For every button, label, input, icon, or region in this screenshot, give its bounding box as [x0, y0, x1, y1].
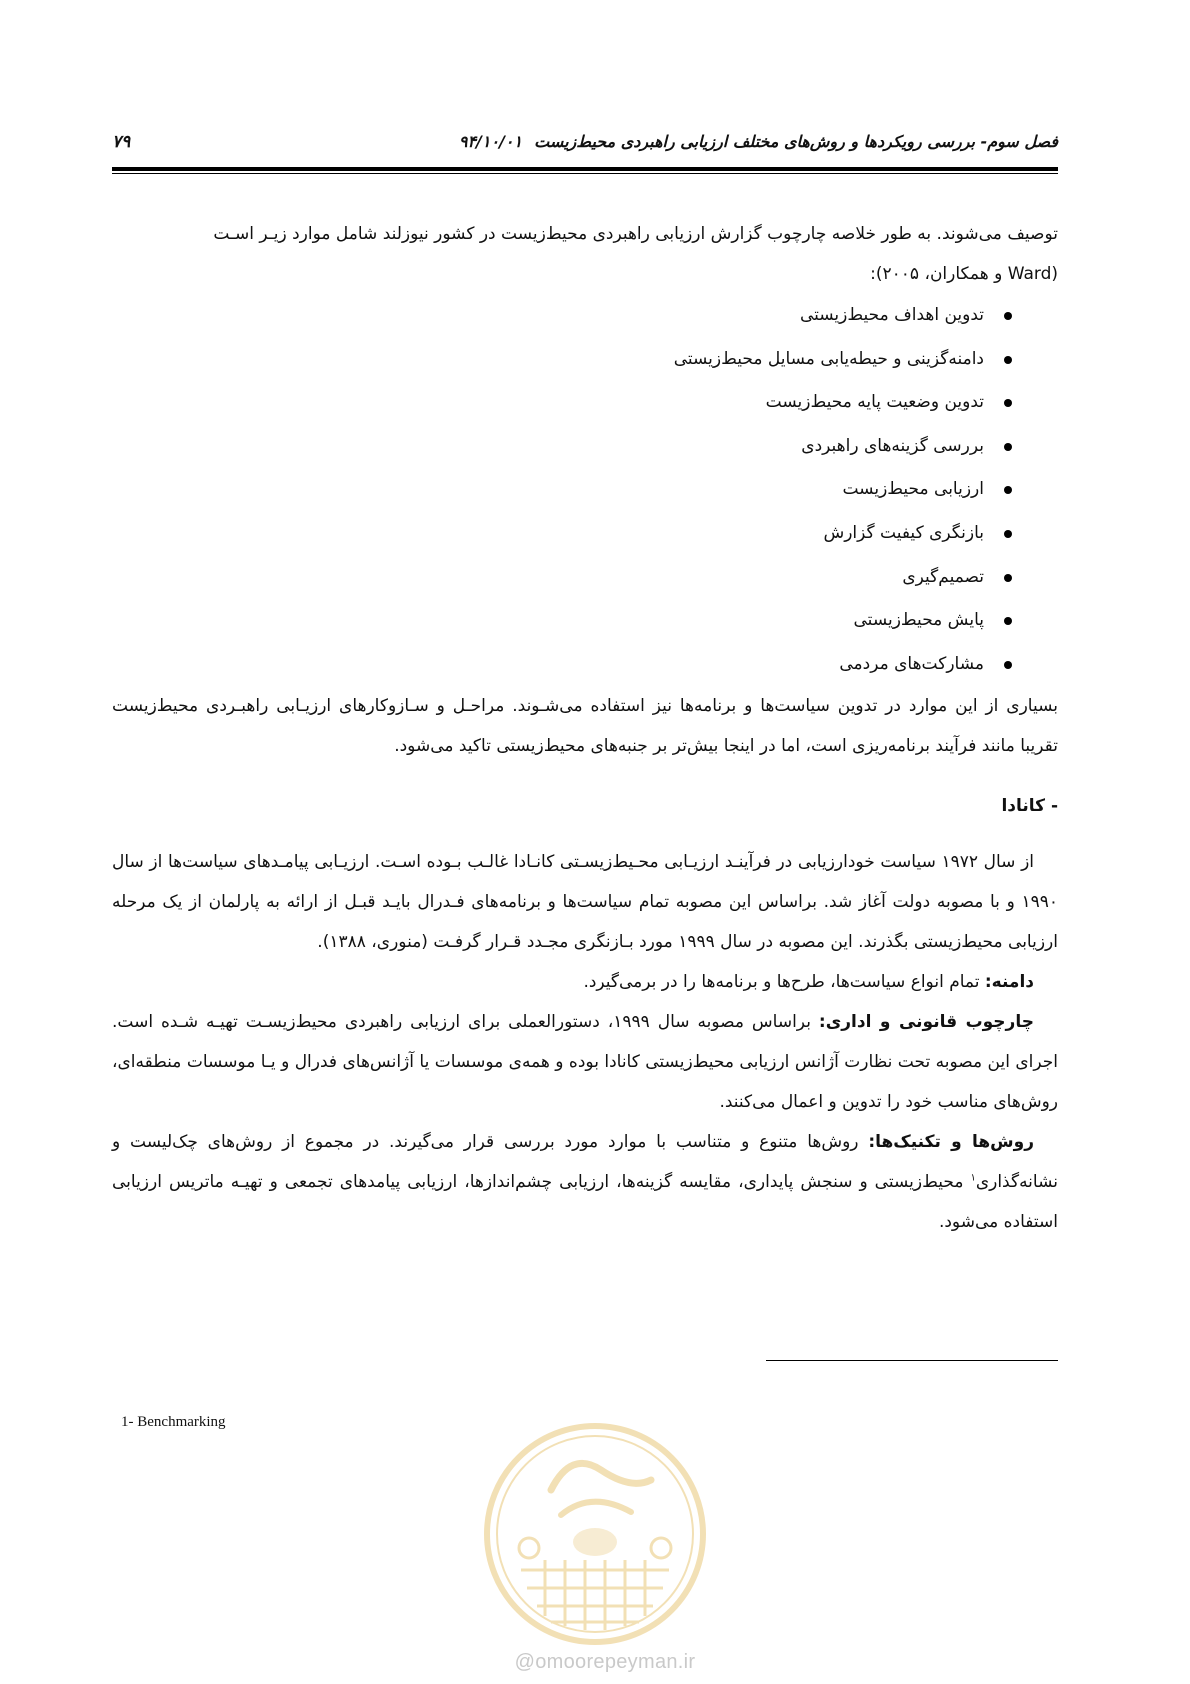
- footnote-separator: [766, 1360, 1058, 1361]
- summary-paragraph: بسیاری از این موارد در تدوین سیاست‌ها و برنامه‌ها نیز استفاده می‌شـوند. مراحـل و سـازوکارهای ارزیـابی راهبـردی محیط‌زیست تقریبا مانند فرآیند برنامه‌ریزی است، اما در اینجا بیش‌تر بر جنبه‌های محیط‌زیستی تاکید می‌شود.: [112, 696, 1058, 757]
- scope-text: تمام انواع سیاست‌ها، طرح‌ها و برنامه‌ها را در برمی‌گیرد.: [583, 972, 985, 993]
- list-item-text: مشارکت‌های مردمی: [839, 653, 984, 674]
- list-item: [112, 643, 1012, 687]
- list-item-text: ارزیابی محیط‌زیست: [842, 479, 984, 500]
- list-item-text: تدوین اهداف محیط‌زیستی: [799, 305, 984, 325]
- list-item: [112, 294, 1012, 338]
- header-rule: [112, 167, 1058, 171]
- list-item: [112, 512, 1012, 556]
- bullet-icon: [1004, 661, 1012, 669]
- watermark-url: @omoorepeyman.ir: [514, 1651, 696, 1673]
- list-item: [112, 338, 1012, 382]
- scope-term: دامنه:: [984, 972, 1034, 993]
- list-item-text: تدوین وضعیت پایه محیط‌زیست: [765, 392, 984, 413]
- bullet-icon: [1004, 356, 1012, 364]
- intro-line: توصیف می‌شوند. به طور خلاصه چارچوب گزارش ارزیابی راهبردی محیط‌زیست در کشور نیوزلند شامل موارد زیـر اسـت: [213, 224, 1058, 244]
- watermark-logo-icon: [481, 1420, 709, 1648]
- methods-paragraph: [112, 1122, 1058, 1242]
- methods-text-b: محیط‌زیستی و سنجش پایداری، مقایسه گزینه‌ها، ارزیابی چشم‌اندازها، ارزیابی پیامدهای تجمعی و تهیـه ماتریس ارزیابی استفاده می‌شود.: [112, 1172, 1058, 1233]
- canada-history-paragraph: از سال ۱۹۷۲ سیاست خودارزیابی در فرآینـد ارزیـابی محـیط‌زیسـتی کانـادا غالـب بـوده اسـت. ارزیـابی پیامـدهای سیاست‌ها از سال ۱۹۹۰ و با مصوبه دولت آغاز شد. براساس این مصوبه تمام سیاست‌ها و برنامه‌های فـدرال بایـد قبـل از ارائه به پارلمان از یک مرحله ارزیابی محیط‌زیستی بگذرند. این مصوبه در سال ۱۹۹۹ مورد بـازنگری مجـدد قـرار گرفـت (منوری، ۱۳۸۸).: [112, 852, 1058, 953]
- list-item-text: دامنه‌گزینی و حیطه‌یابی مسایل محیط‌زیستی: [673, 348, 984, 369]
- list-item: [112, 468, 1012, 512]
- list-item: [112, 556, 1012, 600]
- list-item: [112, 425, 1012, 469]
- footnote: 1- Benchmarking: [121, 1414, 226, 1430]
- list-item: [112, 599, 1012, 643]
- list-item: [112, 381, 1012, 425]
- bullet-icon: [1004, 443, 1012, 451]
- legal-framework-paragraph: [112, 1002, 1058, 1122]
- legal-text: براساس مصوبه سال ۱۹۹۹، دستورالعملی برای ارزیابی راهبردی محیط‌زیسـت تهیـه شـده است. اجرای این مصوبه تحت نظارت آژانس ارزیابی محیط‌زیستی کانادا بوده و همه‌ی موسسات یا آژانس‌های فدرال و یـا موسسات منطقه‌ای، روش‌های مناسب خود را تدوین و اعمال می‌کنند.: [112, 1012, 1058, 1113]
- footnote-reference: ۱: [970, 1172, 976, 1184]
- bullet-icon: [1004, 617, 1012, 625]
- framework-list: [112, 294, 1058, 686]
- section-heading-canada: - کانادا: [1001, 796, 1058, 817]
- chapter-title-text: فصل سوم- بررسی رویکردها و روش‌های مختلف ارزیابی راهبردی محیط‌زیست: [534, 132, 1058, 151]
- citation-author: Ward: [1007, 264, 1052, 284]
- methods-text-a: روش‌ها متنوع و متناسب با موارد مورد بررسی قرار می‌گیرند. در مجموع از روش‌های چک‌لیست و نشانه‌گذاری: [112, 1132, 1058, 1193]
- list-item-text: پایش محیط‌زیستی: [853, 610, 984, 631]
- scope-paragraph: [112, 962, 1058, 1002]
- bullet-icon: [1004, 486, 1012, 494]
- list-item-text: بررسی گزینه‌های راهبردی: [801, 435, 984, 456]
- main-content: [112, 214, 1058, 1242]
- running-header: [112, 128, 1058, 164]
- legal-term: چارچوب قانونی و اداری:: [818, 1012, 1034, 1033]
- list-item-text: بازنگری کیفیت گزارش: [823, 522, 984, 543]
- list-item-text: تصمیم‌گیری: [902, 566, 984, 587]
- bullet-icon: [1004, 574, 1012, 582]
- chapter-title: [459, 132, 1058, 151]
- intro-paragraph: [112, 214, 1058, 294]
- header-rule-thin: [112, 173, 1058, 174]
- bullet-icon: [1004, 312, 1012, 320]
- bullet-icon: [1004, 399, 1012, 407]
- citation-open: (: [1051, 264, 1058, 284]
- page-number: ۷۹: [112, 132, 131, 152]
- citation-rest: و همکاران، ۲۰۰۵):: [870, 264, 1008, 284]
- bullet-icon: [1004, 530, 1012, 538]
- header-date: ۹۴/۱۰/۰۱: [458, 132, 523, 151]
- methods-term: روش‌ها و تکنیک‌ها:: [868, 1132, 1034, 1153]
